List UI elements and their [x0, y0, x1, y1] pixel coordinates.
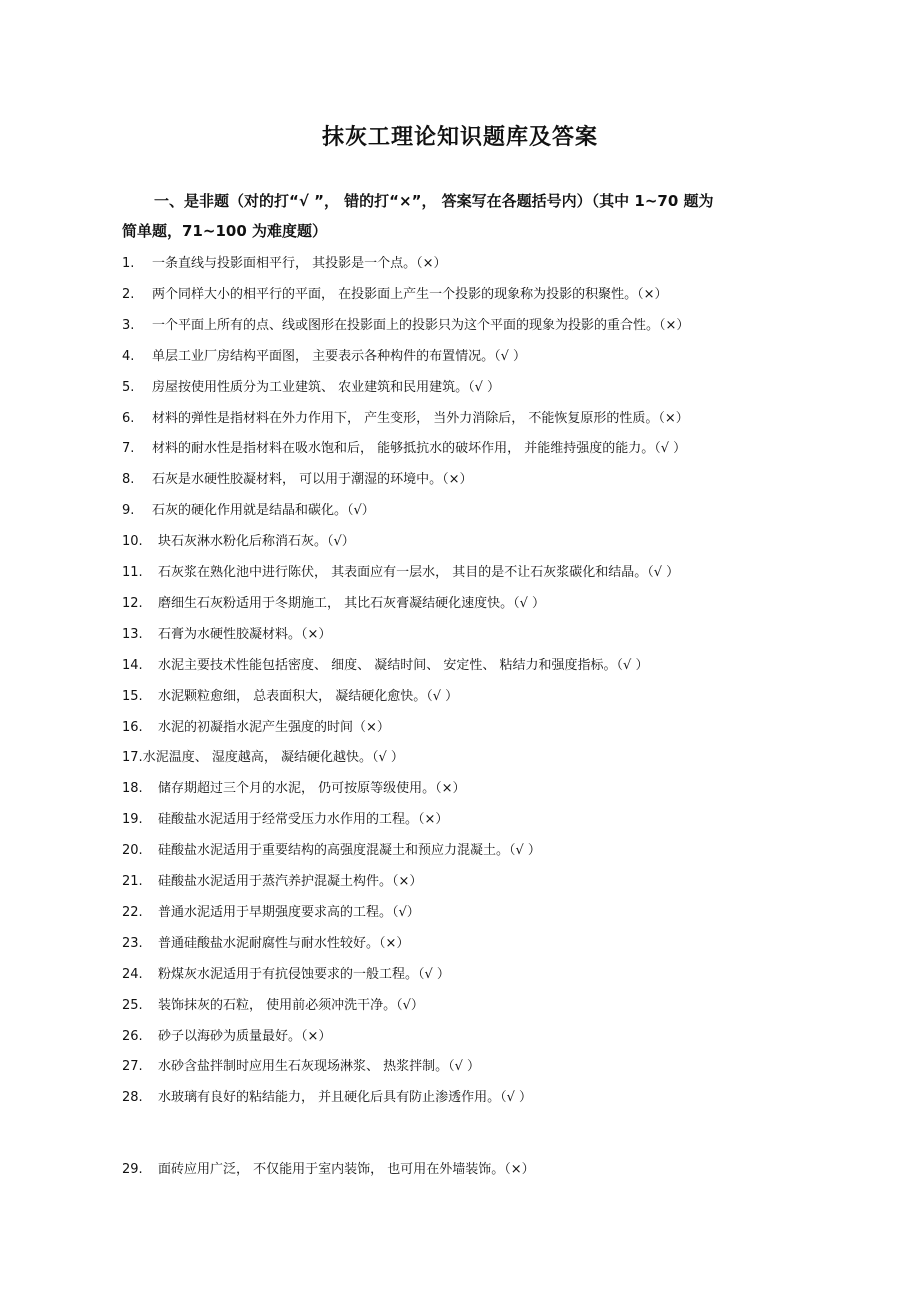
question-item	[122, 654, 648, 678]
question-number: 27.	[122, 1059, 143, 1075]
question-item	[122, 746, 404, 770]
question-text: 磨细生石灰粉适用于冬期施工， 其比石灰膏凝结硬化速度快。（√ ）	[158, 595, 546, 611]
question-item	[122, 530, 355, 554]
question-item	[122, 716, 390, 740]
question-number: 13.	[122, 626, 143, 642]
question-item	[122, 252, 447, 276]
question-text: 石灰浆在熟化池中进行陈伏， 其表面应有一层水， 其目的是不让石灰浆碳化和结晶。（√ ）	[158, 565, 680, 580]
question-number: 29.	[122, 1162, 143, 1177]
question-number: 8.	[122, 472, 135, 488]
question-item	[122, 1158, 535, 1182]
question-text: 普通水泥适用于早期强度要求高的工程。（√）	[158, 904, 420, 920]
question-number: 12.	[122, 595, 143, 611]
question-text: 面砖应用广泛， 不仅能用于室内装饰， 也可用在外墙装饰。（×）	[158, 1162, 535, 1177]
question-text: 石灰是水硬性胶凝材料， 可以用于潮湿的环境中。（×）	[152, 472, 473, 488]
question-text: 粉煤灰水泥适用于有抗侵蚀要求的一般工程。（√ ）	[158, 966, 450, 982]
question-text: 水泥主要技术性能包括密度、 细度、 凝结时间、 安定性、 粘结力和强度指标。（√ ）	[158, 657, 649, 673]
question-number: 25.	[122, 997, 143, 1013]
question-item	[122, 685, 458, 709]
question-number: 4.	[122, 348, 135, 364]
question-item	[122, 839, 541, 863]
question-number: 3.	[122, 317, 135, 333]
question-item	[122, 314, 689, 338]
question-item	[122, 777, 466, 801]
question-item	[122, 808, 448, 832]
question-number: 24.	[122, 966, 143, 982]
question-text: 水泥温度、 湿度越高， 凝结硬化越快。（√ ）	[142, 750, 404, 766]
section-heading	[122, 186, 812, 246]
question-item	[122, 592, 545, 616]
question-number: 21.	[122, 874, 143, 889]
question-item	[122, 407, 689, 431]
page-title: 抹灰工理论知识题库及答案	[321, 125, 598, 150]
question-text: 块石灰淋水粉化后称消石灰。（√）	[158, 534, 355, 550]
question-item	[122, 1025, 331, 1049]
question-number: 2.	[122, 286, 135, 302]
question-number: 26.	[122, 1028, 143, 1044]
question-number: 15.	[122, 688, 143, 704]
question-item	[122, 468, 473, 492]
question-item	[122, 561, 679, 585]
question-text: 水砂含盐拌制时应用生石灰现场淋浆、 热浆拌制。（√ ）	[158, 1059, 481, 1075]
question-item	[122, 963, 450, 987]
question-number: 18.	[122, 781, 143, 797]
question-number: 1.	[122, 256, 135, 271]
question-text: 硅酸盐水泥适用于蒸汽养护混凝土构件。（×）	[158, 874, 423, 889]
question-item	[122, 901, 420, 925]
question-text: 石膏为水硬性胶凝材料。（×）	[158, 626, 332, 642]
question-number: 19.	[122, 812, 143, 828]
section-heading-line-2: 简单题，71~100 为难度题）	[122, 222, 327, 240]
question-text: 硅酸盐水泥适用于经常受压力水作用的工程。（×）	[158, 812, 449, 828]
question-number: 11.	[122, 565, 143, 580]
question-number: 14.	[122, 657, 143, 673]
question-number: 23.	[122, 935, 143, 951]
question-number: 17.	[122, 750, 143, 766]
question-number: 6.	[122, 410, 135, 426]
question-number: 16.	[122, 719, 143, 735]
question-item	[122, 499, 375, 523]
question-item	[122, 1086, 532, 1110]
question-text: 一个平面上所有的点、线或图形在投影面上的投影只为这个平面的现象为投影的重合性。（×）	[152, 317, 690, 333]
question-number: 28.	[122, 1090, 143, 1106]
question-item	[122, 437, 686, 461]
question-number: 9.	[122, 503, 135, 519]
question-text: 储存期超过三个月的水泥， 仍可按原等级使用。（×）	[158, 781, 466, 797]
question-number: 5.	[122, 379, 135, 395]
question-text: 硅酸盐水泥适用于重要结构的高强度混凝土和预应力混凝土。（√ ）	[158, 843, 541, 859]
question-text: 砂子以海砂为质量最好。（×）	[158, 1028, 332, 1044]
question-item	[122, 932, 409, 956]
question-number: 20.	[122, 843, 143, 859]
question-item	[122, 283, 668, 307]
question-text: 房屋按使用性质分为工业建筑、 农业建筑和民用建筑。（√ ）	[152, 379, 501, 395]
question-item	[122, 994, 424, 1018]
question-text: 水泥颗粒愈细， 总表面积大， 凝结硬化愈快。（√ ）	[158, 688, 459, 704]
question-item	[122, 376, 500, 400]
question-number: 22.	[122, 904, 143, 920]
question-item	[122, 870, 422, 894]
question-text: 装饰抹灰的石粒， 使用前必须冲洗干净。（√）	[158, 997, 424, 1013]
question-number: 7.	[122, 441, 135, 457]
question-item	[122, 1055, 480, 1079]
question-text: 水泥的初凝指水泥产生强度的时间（×）	[158, 719, 390, 735]
question-text: 单层工业厂房结构平面图， 主要表示各种构件的布置情况。（√ ）	[152, 348, 527, 364]
section-heading-line-1: 一、是非题（对的打“√ ”， 错的打“×”， 答案写在各题括号内）（其中 1~70 题为	[154, 192, 714, 210]
question-number: 10.	[122, 534, 143, 550]
question-item	[122, 623, 331, 647]
question-text: 石灰的硬化作用就是结晶和碳化。（√）	[152, 503, 375, 519]
question-text: 材料的弹性是指材料在外力作用下， 产生变形， 当外力消除后， 不能恢复原形的性质。（×）	[152, 410, 689, 426]
question-text: 水玻璃有良好的粘结能力， 并且硬化后具有防止渗透作用。（√ ）	[158, 1090, 533, 1106]
question-text: 一条直线与投影面相平行， 其投影是一个点。（×）	[152, 256, 447, 271]
question-text: 材料的耐水性是指材料在吸水饱和后， 能够抵抗水的破坏作用， 并能维持强度的能力。（√ ）	[152, 441, 687, 457]
question-text: 两个同样大小的相平行的平面， 在投影面上产生一个投影的现象称为投影的积聚性。（×）	[152, 286, 668, 302]
question-item	[122, 345, 526, 369]
question-text: 普通硅酸盐水泥耐腐性与耐水性较好。（×）	[158, 935, 410, 951]
